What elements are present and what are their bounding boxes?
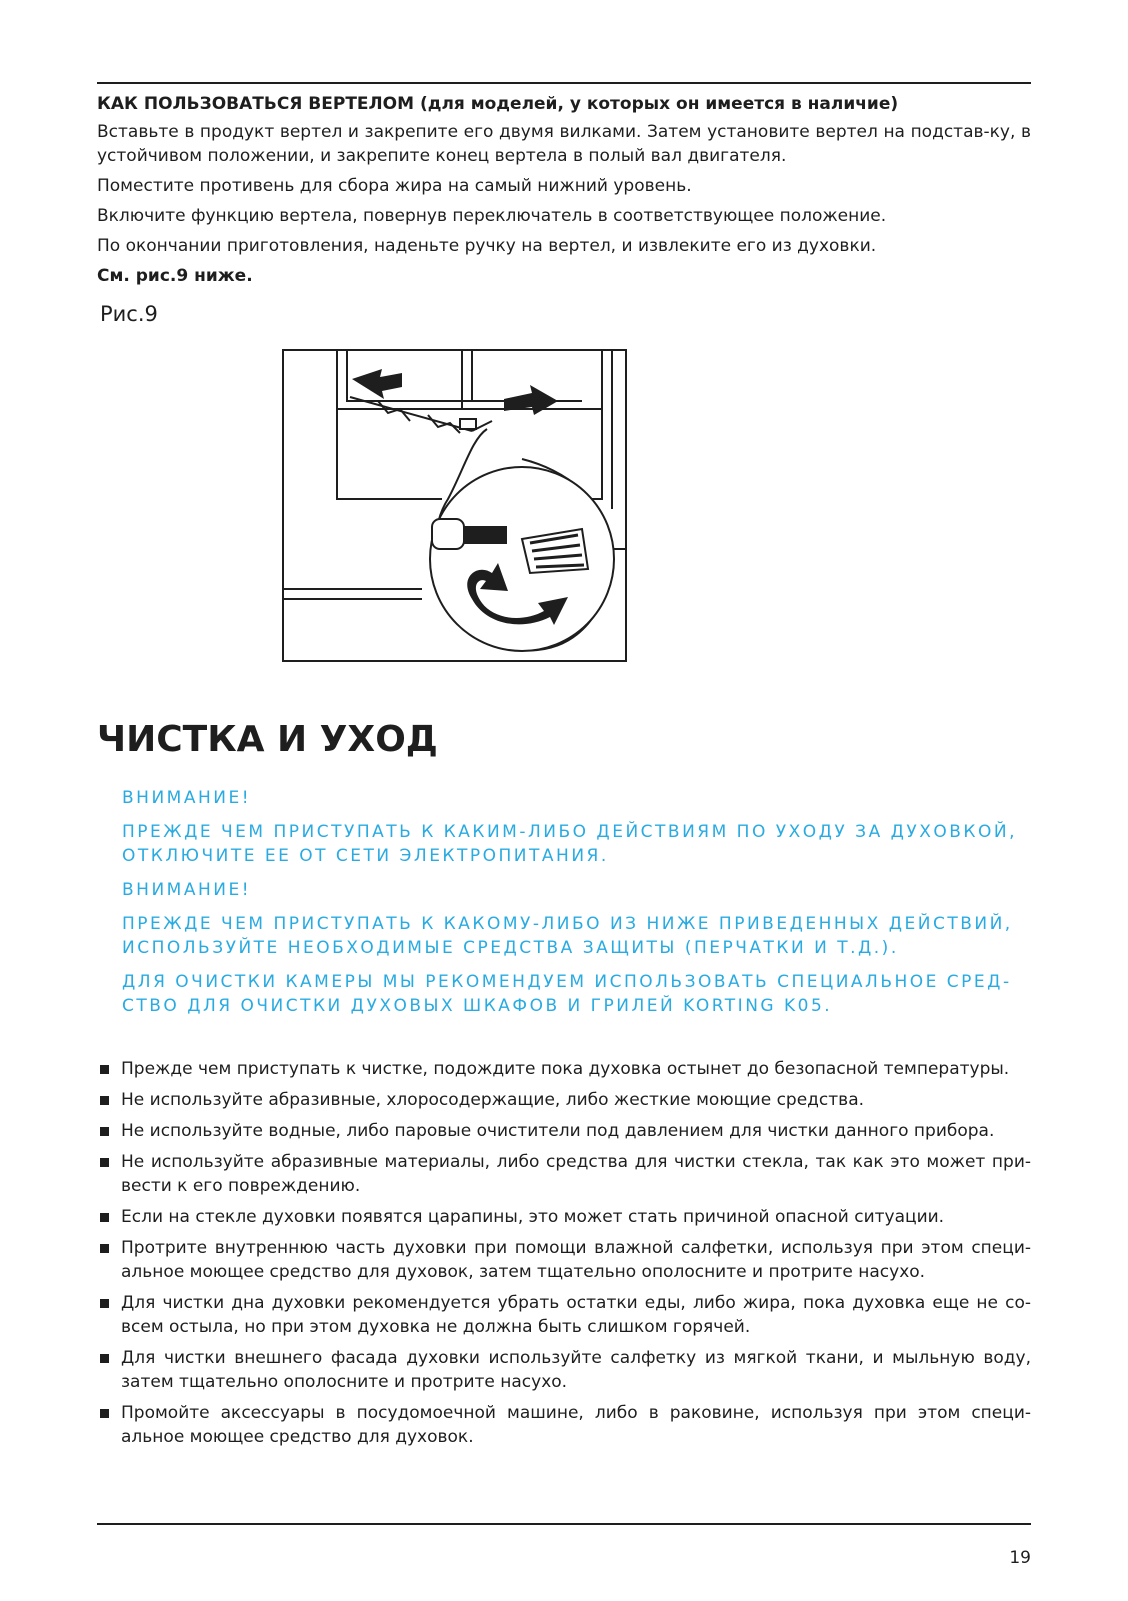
list-item <box>97 1088 1031 1112</box>
bottom-rule <box>97 1523 1031 1525</box>
list-item-text: Протрите внутреннюю часть духовки при помощи влажной салфетки, используя при этом специ-альное моющее средство для духовок, затем тщательно ополосните и протрите насухо. <box>121 1238 1031 1282</box>
list-item <box>97 1236 1031 1284</box>
spit-section <box>97 92 1031 328</box>
list-item <box>97 1119 1031 1143</box>
spit-section-heading: КАК ПОЛЬЗОВАТЬСЯ ВЕРТЕЛОМ (для моделей, у которых он имеется в наличие) <box>97 94 899 114</box>
warning-text: ПРЕЖДЕ ЧЕМ ПРИСТУПАТЬ К КАКИМ-ЛИБО ДЕЙСТВИЯМ ПО УХОДУ ЗА ДУХОВКОЙ, ОТКЛЮЧИТЕ ЕЕ ОТ СЕТИ ЭЛЕКТРОПИТАНИЯ. <box>122 822 1018 866</box>
square-bullet-icon <box>100 1213 109 1222</box>
warning-label: ВНИМАНИЕ! <box>122 788 252 808</box>
figure-caption: Рис.9 <box>100 302 158 326</box>
list-item <box>97 1291 1031 1339</box>
list-item <box>97 1150 1031 1198</box>
spit-paragraph-2: Поместите противень для сбора жира на самый нижний уровень. <box>97 176 692 196</box>
list-item-text: Промойте аксессуары в посудомоечной машине, либо в раковине, используя при этом специ-альное моющее средство для духовок. <box>121 1403 1031 1447</box>
figure-reference: См. рис.9 ниже. <box>97 266 253 286</box>
list-item-text: Для чистки дна духовки рекомендуется убрать остатки еды, либо жира, пока духовка еще не со-всем остыла, но при этом духовка не должна быть слишком горячей. <box>121 1293 1031 1337</box>
warning-block <box>122 786 1022 1028</box>
square-bullet-icon <box>100 1096 109 1105</box>
care-instructions-list <box>97 1057 1031 1456</box>
square-bullet-icon <box>100 1299 109 1308</box>
list-item-text: Для чистки внешнего фасада духовки используйте салфетку из мягкой ткани, и мыльную воду, затем тщательно ополосните и протрите насухо. <box>121 1348 1031 1392</box>
square-bullet-icon <box>100 1354 109 1363</box>
warning-text: ДЛЯ ОЧИСТКИ КАМЕРЫ МЫ РЕКОМЕНДУЕМ ИСПОЛЬЗОВАТЬ СПЕЦИАЛЬНОЕ СРЕД-СТВО ДЛЯ ОЧИСТКИ ДУХОВЫХ ШКАФОВ И ГРИЛЕЙ KORTING K05. <box>122 972 1012 1016</box>
square-bullet-icon <box>100 1158 109 1167</box>
list-item-text: Не используйте абразивные материалы, либо средства для чистки стекла, так как это может при-вести к его повреждению. <box>121 1152 1031 1196</box>
list-item-text: Прежде чем приступать к чистке, подождите пока духовка остынет до безопасной температуры. <box>121 1059 1010 1079</box>
spit-paragraph-1: Вставьте в продукт вертел и закрепите его двумя вилками. Затем установите вертел на подстав-ку, в устойчивом положении, и закрепите конец вертела в полый вал двигателя. <box>97 122 1031 166</box>
square-bullet-icon <box>100 1409 109 1418</box>
list-item-text: Не используйте абразивные, хлоросодержащие, либо жесткие моющие средства. <box>121 1090 865 1110</box>
warning-text: ПРЕЖДЕ ЧЕМ ПРИСТУПАТЬ К КАКОМУ-ЛИБО ИЗ НИЖЕ ПРИВЕДЕННЫХ ДЕЙСТВИЙ, ИСПОЛЬЗУЙТЕ НЕОБХОДИМЫЕ СРЕДСТВА ЗАЩИТЫ (ПЕРЧАТКИ И Т.Д.). <box>122 914 1013 958</box>
list-item <box>97 1205 1031 1229</box>
square-bullet-icon <box>100 1244 109 1253</box>
list-item-text: Если на стекле духовки появятся царапины, это может стать причиной опасной ситуации. <box>121 1207 945 1227</box>
list-item <box>97 1401 1031 1449</box>
spit-paragraph-3: Включите функцию вертела, повернув переключатель в соответствующее положение. <box>97 206 887 226</box>
square-bullet-icon <box>100 1127 109 1136</box>
page-number: 19 <box>1009 1548 1031 1568</box>
list-item-text: Не используйте водные, либо паровые очистители под давлением для чистки данного прибора. <box>121 1121 995 1141</box>
warning-label: ВНИМАНИЕ! <box>122 880 252 900</box>
list-item <box>97 1057 1031 1081</box>
list-item <box>97 1346 1031 1394</box>
rotisserie-figure <box>282 349 627 662</box>
top-rule <box>97 82 1031 84</box>
square-bullet-icon <box>100 1065 109 1074</box>
spit-paragraph-4: По окончании приготовления, наденьте ручку на вертел, и извлеките его из духовки. <box>97 236 877 256</box>
cleaning-title: ЧИСТКА И УХОД <box>97 719 438 760</box>
